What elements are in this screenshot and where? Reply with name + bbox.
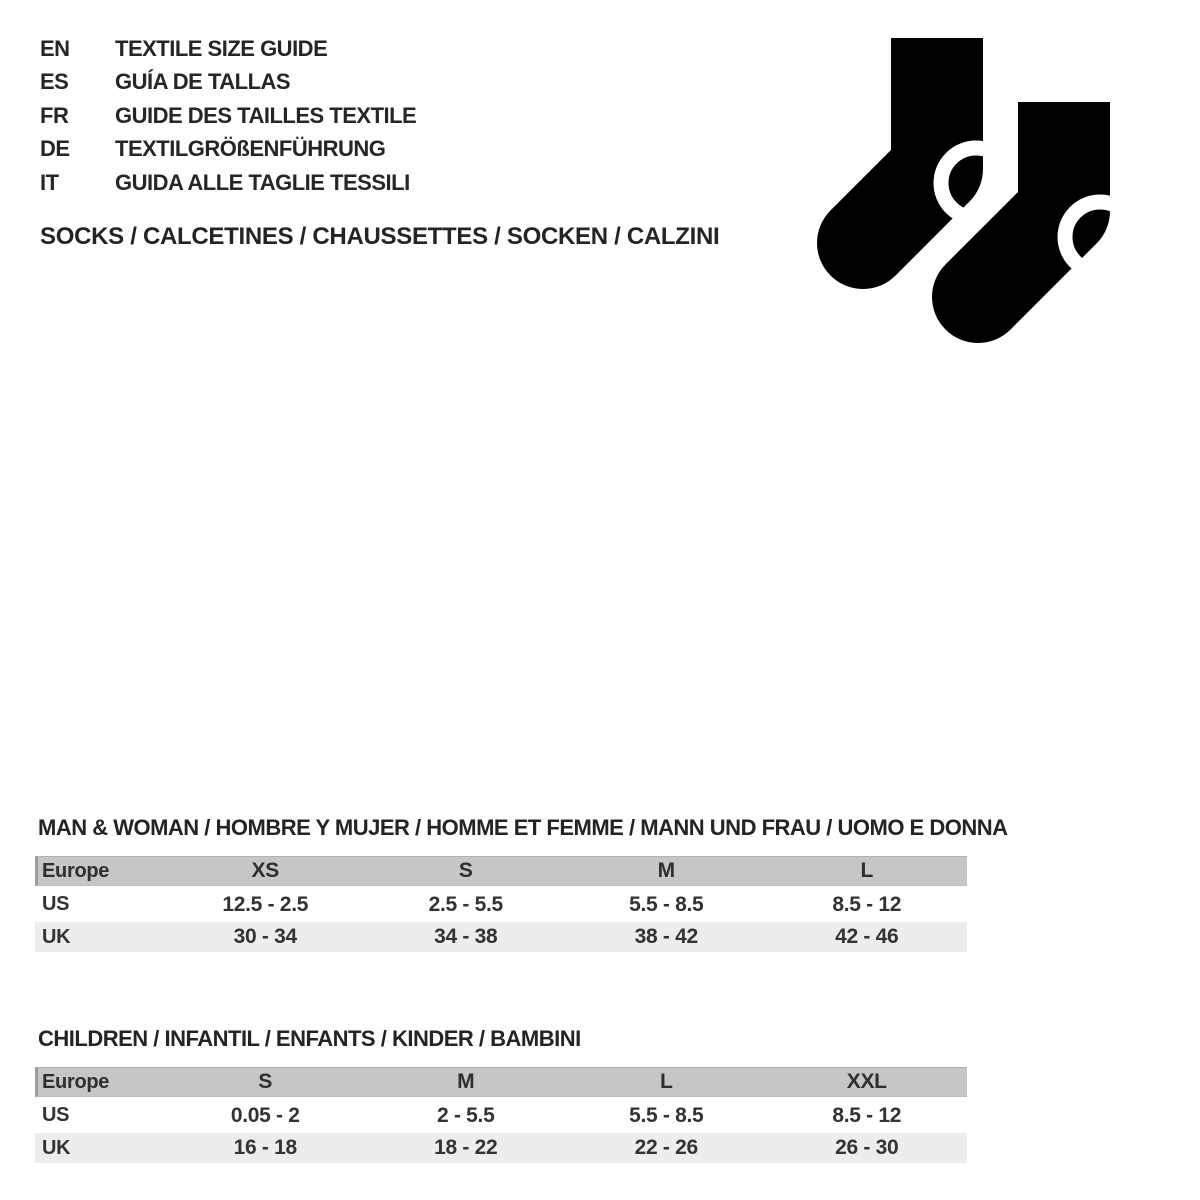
header-cell-size: S <box>258 1070 273 1093</box>
row-label-cell: UK <box>42 1136 71 1159</box>
size-value-cell: 5.5 - 8.5 <box>629 892 704 916</box>
table-header-row <box>35 856 967 886</box>
header-cell-size: L <box>860 859 874 882</box>
header-cell-size: M <box>657 859 675 882</box>
language-title-list <box>40 32 416 200</box>
row-label-cell: UK <box>42 925 71 948</box>
table-header-row <box>35 1067 967 1097</box>
size-value-cell: 12.5 - 2.5 <box>222 892 309 916</box>
language-code: EN <box>40 35 70 61</box>
size-value-cell: 18 - 22 <box>434 1136 498 1159</box>
socks-icon <box>797 15 1142 365</box>
header-cell-size: XS <box>251 859 279 882</box>
size-value-cell: 26 - 30 <box>835 1136 899 1159</box>
category-title: SOCKS / CALCETINES / CHAUSSETTES / SOCKEN / CALZINI <box>40 223 720 250</box>
guide-title-es: GUÍA DE TALLAS <box>115 69 291 95</box>
table-row-uk <box>35 1133 967 1163</box>
language-row-de <box>40 133 416 167</box>
guide-title-it: GUIDA ALLE TAGLIE TESSILI <box>115 169 410 195</box>
row-label-cell: US <box>42 893 70 915</box>
language-row-es <box>40 66 416 100</box>
size-value-cell: 8.5 - 12 <box>832 892 902 916</box>
header-cell-size: S <box>458 859 473 882</box>
row-label-cell: US <box>42 1104 70 1126</box>
header-cell-region: Europe <box>42 859 110 882</box>
size-value-cell: 2.5 - 5.5 <box>428 892 503 916</box>
size-value-cell: 8.5 - 12 <box>832 1103 902 1127</box>
language-code: IT <box>40 169 59 195</box>
size-value-cell: 22 - 26 <box>634 1136 698 1159</box>
header-cell-size: XXL <box>846 1070 887 1093</box>
size-value-cell: 30 - 34 <box>233 925 297 948</box>
size-value-cell: 0.05 - 2 <box>230 1103 300 1127</box>
size-table-adults <box>35 815 1008 952</box>
language-row-en <box>40 32 416 66</box>
size-value-cell: 16 - 18 <box>233 1136 297 1159</box>
table-row-us <box>35 1100 967 1131</box>
size-value-cell: 34 - 38 <box>434 925 498 948</box>
header-cell-region: Europe <box>42 1070 110 1093</box>
language-row-fr <box>40 99 416 133</box>
guide-title-fr: GUIDE DES TAILLES TEXTILE <box>115 102 417 128</box>
guide-title-de: TEXTILGRÖßENFÜHRUNG <box>115 136 386 162</box>
language-code: DE <box>40 136 70 162</box>
language-code: ES <box>40 69 69 95</box>
table-row-uk <box>35 922 967 952</box>
guide-title-en: TEXTILE SIZE GUIDE <box>115 35 328 61</box>
size-table-adults-title: MAN & WOMAN / HOMBRE Y MUJER / HOMME ET FEMME / MANN UND FRAU / UOMO E DONNA <box>38 815 1008 840</box>
size-table-children-title: CHILDREN / INFANTIL / ENFANTS / KINDER / BAMBINI <box>38 1026 581 1051</box>
size-table-children <box>35 1027 967 1163</box>
header-cell-size: L <box>659 1070 673 1093</box>
size-value-cell: 42 - 46 <box>835 925 899 948</box>
header-cell-size: M <box>457 1070 475 1093</box>
language-code: FR <box>40 102 69 128</box>
size-value-cell: 5.5 - 8.5 <box>629 1103 704 1127</box>
size-value-cell: 38 - 42 <box>634 925 698 948</box>
table-row-us <box>35 889 967 920</box>
language-row-it <box>40 166 416 200</box>
size-value-cell: 2 - 5.5 <box>437 1103 495 1127</box>
